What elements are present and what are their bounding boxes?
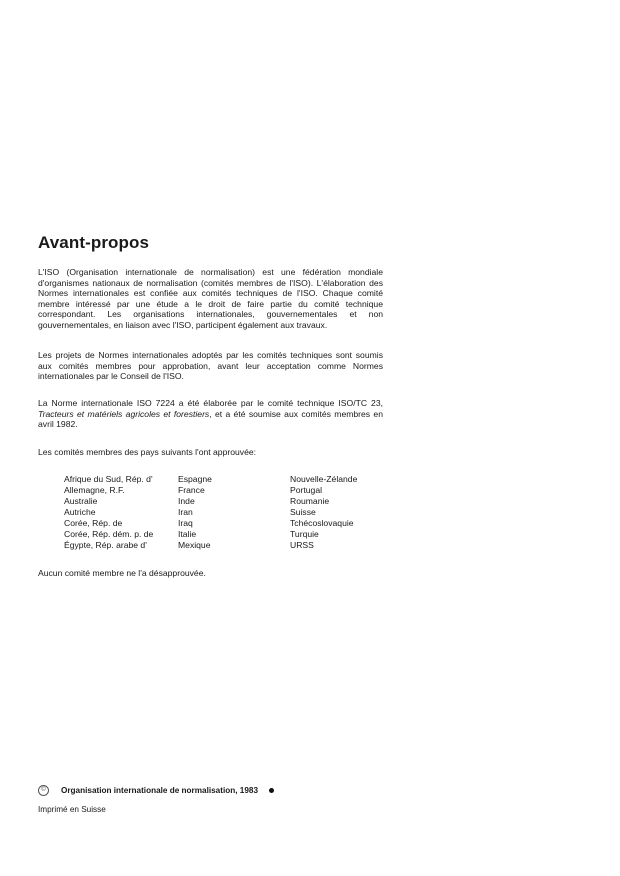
country-item: URSS	[290, 540, 314, 550]
country-column-1	[64, 474, 153, 551]
country-item: Iran	[178, 507, 193, 517]
country-item: Corée, Rép. dém. p. de	[64, 529, 154, 539]
country-item: Inde	[178, 496, 195, 506]
country-item: Espagne	[178, 474, 212, 484]
country-item: Autriche	[64, 507, 96, 517]
standard-origin-text: La Norme internationale ISO 7224 a été élaborée par le comité technique ISO/TC 23,	[38, 398, 383, 408]
country-item: Afrique du Sud, Rép. d'	[64, 474, 153, 484]
paragraph-standard-origin	[38, 398, 383, 430]
country-item: Allemagne, R.F.	[64, 485, 125, 495]
country-item: Roumanie	[290, 496, 330, 506]
country-column-3	[290, 474, 357, 551]
standard-origin-text-end: , et a été soumise aux comités membres en avril 1982.	[38, 408, 383, 430]
paragraph-iso-description: L'ISO (Organisation internationale de normalisation) est une fédération mondiale d'organismes nationaux de normalisation (comités membres de l'ISO). L'élaboration des Normes internationales est confiée aux comités techniques de l'ISO. Chaque comité membre intéressé par une étude a le droit de faire partie du comité technique correspondant. Les organisations internationales, gouvernementales et non gouvernementales, en liaison avec l'ISO, participent également aux travaux.	[38, 267, 383, 330]
paragraph-disapproval: Aucun comité membre ne l'a désapprouvée.	[38, 568, 206, 578]
country-item: Mexique	[178, 540, 211, 550]
copyright-notice	[38, 785, 274, 796]
country-item: Égypte, Rép. arabe d'	[64, 540, 147, 550]
copyright-text: Organisation internationale de normalisation, 1983	[61, 786, 259, 795]
paragraph-approval-intro: Les comités membres des pays suivants l'ont approuvée:	[38, 447, 257, 457]
bullet-icon	[269, 788, 274, 793]
page-title: Avant-propos	[38, 233, 150, 252]
country-item: France	[178, 485, 205, 495]
country-column-2	[178, 474, 212, 551]
country-item: Tchécoslovaquie	[290, 518, 354, 528]
country-item: Portugal	[290, 485, 323, 495]
country-item: Turquie	[290, 529, 319, 539]
printed-in-notice: Imprimé en Suisse	[38, 805, 106, 814]
country-item: Corée, Rép. de	[64, 518, 123, 528]
country-item: Italie	[178, 529, 197, 539]
country-item: Australie	[64, 496, 98, 506]
committee-title: Tracteurs et matériels agricoles et forestiers	[38, 408, 210, 419]
paragraph-draft-standards: Les projets de Normes internationales adoptés par les comités techniques sont soumis aux comités membres pour approbation, avant leur acceptation comme Normes internationales par le Conseil de l'ISO.	[38, 350, 383, 382]
country-item: Suisse	[290, 507, 316, 517]
country-item: Nouvelle-Zélande	[290, 474, 358, 484]
copyright-icon: ©	[38, 785, 49, 796]
country-item: Iraq	[178, 518, 193, 528]
